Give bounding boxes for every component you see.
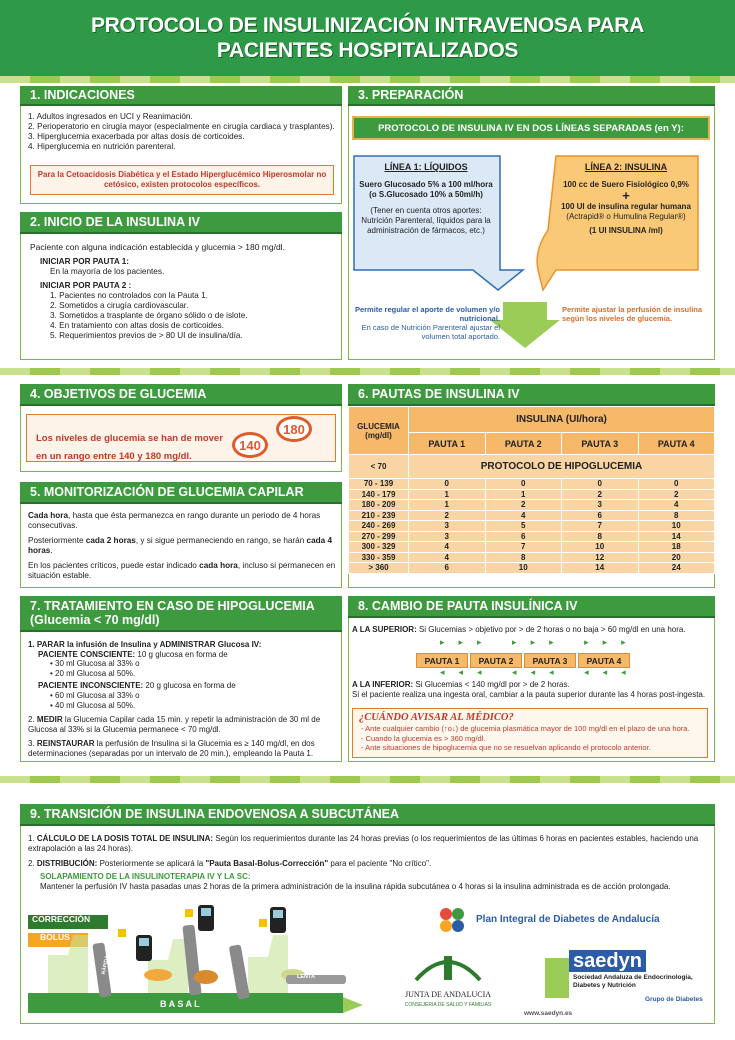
section-heading — [20, 804, 715, 826]
pauta-1-cell: PAUTA 1 — [416, 653, 468, 668]
table-cell: < 70 — [349, 455, 409, 479]
heading-text: 7. TRATAMIENTO EN CASO DE HIPOGLUCEMIA — [30, 599, 315, 613]
header-text: (mg/dl) — [365, 430, 392, 440]
list-item: • 60 ml Glucosa al 33% o — [50, 690, 140, 700]
cambio-superior — [352, 625, 712, 635]
table-cell: 20 — [638, 552, 715, 563]
table-row — [349, 479, 715, 490]
line1-c: (Tener en cuenta otros aportes: Nutrición Parenteral, líquidos para la administración de fármacos, etc.) — [361, 206, 491, 235]
pauta-3-cell: PAUTA 3 — [524, 653, 576, 668]
text: En los pacientes críticos, puede estar indicado — [28, 561, 200, 570]
bold-text: REINSTAURAR — [36, 739, 95, 749]
text: la perfusión de Insulina si la Glucemia es ≥ 140 mg/dl, en dos determinaciones (separadas por un intervalo de 20 min.), empleando la Pauta 1. — [28, 739, 315, 758]
table-cell: 2 — [485, 500, 562, 511]
meter-2 — [198, 905, 214, 931]
table-cell: 0 — [409, 479, 486, 490]
pauta1-text: En la mayoría de los pacientes. — [50, 267, 165, 276]
table-cell: 4 — [409, 552, 486, 563]
table-row — [349, 455, 715, 479]
list-item: - Ante cualquier cambio (↑o↓) de glucemia plasmática mayor de 100 mg/dl en el plazo de una hora. — [361, 724, 690, 733]
line1-a: Suero Glucosado 5% a 100 ml/hora — [359, 180, 493, 189]
table-cell: 300 - 329 — [349, 542, 409, 553]
bold-text: Cada hora — [28, 511, 69, 520]
table-row — [349, 521, 715, 532]
section-heading — [348, 86, 715, 106]
meter-1 — [136, 935, 152, 961]
table-cell: 0 — [562, 479, 639, 490]
table-cell: 18 — [638, 542, 715, 553]
table-cell: 1 — [409, 500, 486, 511]
section-heading — [20, 86, 342, 106]
table-header — [349, 407, 409, 455]
table-row — [349, 563, 715, 574]
heading-text: 8. CAMBIO DE PAUTA INSULÍNICA IV — [358, 599, 578, 613]
text: 20 g glucosa en forma de — [143, 681, 236, 691]
table-row — [349, 542, 715, 553]
table-row — [349, 510, 715, 521]
list-item: 2. Perioperatorio en cirugía mayor (especialmente en cirugía cardiaca y trasplantes). — [28, 122, 335, 131]
table-cell: 140 - 179 — [349, 489, 409, 500]
left-note — [352, 305, 500, 341]
solapamiento-text: Mantener la perfusión IV hasta pasadas unas 2 horas de la primera administración de la insulina rápida subcutánea o 4 horas si la insulina administrada es de acción prolongada. — [40, 882, 671, 891]
header-text: GLUCEMIA — [357, 421, 400, 431]
line2-a: 100 cc de Suero Fisiológico 0,9% — [563, 180, 689, 189]
saedyn-logo — [545, 950, 710, 1012]
arrows-down: ◂◂◂ ◂◂◂ ◂◂◂ — [440, 667, 640, 677]
header — [0, 0, 735, 76]
solapamiento-title: SOLAPAMIENTO DE LA INSULINOTERAPIA IV Y LA SC: — [40, 872, 251, 881]
table-cell: 10 — [562, 542, 639, 553]
table-cell: 4 — [638, 500, 715, 511]
list-item: • 30 ml Glucosa al 33% o — [50, 659, 140, 669]
left-note-b: En caso de Nutrición Parenteral ajustar el volumen total aportado. — [361, 323, 500, 341]
table-row — [349, 531, 715, 542]
text: , hasta que ésta permanezca en rango durante un periodo de 4 horas consecutivas. — [28, 511, 321, 530]
list-item: 4. Hiperglucemia en nutrición parenteral. — [28, 142, 176, 151]
bolus-area — [148, 939, 188, 993]
down-arrow-shape — [490, 302, 560, 348]
list-item: - Ante situaciones de hipoglucemia que no se resuelvan aplicando el protocolo anterior. — [361, 743, 651, 752]
table-cell: 6 — [485, 531, 562, 542]
pauta-2-cell: PAUTA 2 — [470, 653, 522, 668]
section-heading — [348, 596, 715, 618]
table-cell: 330 - 359 — [349, 552, 409, 563]
decorative-stripe — [0, 76, 735, 83]
food-plate — [194, 970, 218, 984]
bold-text: CÁLCULO DE LA DOSIS TOTAL DE INSULINA: — [36, 834, 214, 843]
target-text — [36, 430, 223, 466]
line1-content — [356, 162, 496, 236]
note-box — [30, 165, 334, 195]
table-cell: PROTOCOLO DE HIPOGLUCEMIA — [409, 455, 715, 479]
lenta-label: LENTA — [297, 974, 315, 980]
step-1: 1. PARAR la infusión de Insulina y ADMINISTRAR Glucosa IV: — [28, 640, 262, 649]
target-text-b: en un rango entre 140 y 180 mg/dl. — [36, 451, 192, 462]
junta-title: JUNTA DE ANDALUCIA — [404, 990, 492, 999]
table-cell: 0 — [638, 479, 715, 490]
intro-text: Paciente con alguna indicación establecida y glucemia > 180 mg/dl. — [30, 242, 285, 252]
table-cell: 7 — [562, 521, 639, 532]
plan-logo-icon — [436, 906, 472, 936]
bold-text: cada 4 horas — [28, 536, 333, 555]
website-link[interactable]: www.saedyn.es — [524, 1010, 573, 1017]
table-cell: 14 — [562, 563, 639, 574]
text: 3. — [28, 739, 37, 749]
table-header: PAUTA 2 — [485, 433, 562, 455]
table-cell: 210 - 239 — [349, 510, 409, 521]
decorative-stripe — [0, 368, 735, 375]
pauta2-title: INICIAR POR PAUTA 2 : — [40, 281, 132, 290]
monitor-text — [28, 511, 336, 581]
pauta1-block — [40, 257, 335, 341]
bolus-area — [248, 935, 288, 993]
table-cell: 4 — [485, 510, 562, 521]
table-cell: 0 — [485, 479, 562, 490]
arrows-up: ▸▸▸ ▸▸▸ ▸▸▸ — [440, 637, 640, 647]
line2-d: (1 UI INSULINA /ml) — [589, 226, 663, 235]
table-cell: 3 — [562, 500, 639, 511]
table-row — [349, 407, 715, 433]
text: Si el paciente realiza una ingesta oral, cambiar a la pauta superior durante las 4 horas post-ingesta. — [352, 690, 706, 699]
text: , incluso si permanecen en situación estable. — [28, 561, 336, 580]
table-cell: 1 — [485, 489, 562, 500]
table-row — [349, 500, 715, 511]
heading-text: 4. OBJETIVOS DE GLUCEMIA — [30, 387, 207, 401]
text: para el paciente "No crítico". — [328, 859, 432, 868]
list-item: 1. Adultos ingresados en UCI y Reanimación. — [28, 112, 193, 121]
saedyn-name: saedyn — [569, 950, 646, 972]
table-cell: 2 — [409, 510, 486, 521]
section-heading — [20, 596, 342, 632]
star-marker — [185, 909, 193, 917]
table-header: INSULINA (UI/hora) — [409, 407, 715, 433]
table-row — [349, 489, 715, 500]
protocol-subtitle — [352, 116, 710, 140]
right-note: Permite ajustar la perfusión de insulina según los niveles de glucemia. — [562, 305, 703, 323]
text: Posteriormente — [28, 536, 86, 545]
pauta1-title: INICIAR POR PAUTA 1: — [40, 257, 130, 266]
line2-b: 100 UI de insulina regular humana — [561, 202, 691, 211]
table-cell: 2 — [562, 489, 639, 500]
correccion-label: CORRECCIÓN — [32, 914, 91, 924]
target-140-badge: 140 — [232, 432, 268, 458]
saedyn-cross-shape — [545, 958, 569, 998]
list-item: • 20 ml Glucosa al 50%. — [50, 668, 136, 678]
list-item: - Cuando la glucemia es > 360 mg/dl. — [361, 733, 486, 743]
line2-c: (Actrapid® o Humulina Regular®) — [566, 212, 686, 221]
heading-text: 3. PREPARACIÓN — [358, 88, 464, 102]
heading-text: (Glucemia < 70 mg/dl) — [30, 613, 160, 627]
note-text: Para la Cetoacidosis Diabética y el Estado Hiperglucémico Hiperosmolar no cetósico, existen protocolos específicos. — [37, 170, 327, 189]
section-heading — [20, 482, 342, 504]
left-note-a: Permite regular el aporte de volumen y/o nutricional. — [354, 305, 500, 323]
bolus-label: BOLUS — [40, 932, 70, 942]
table-cell: 12 — [562, 552, 639, 563]
line2-title: LÍNEA 2: INSULINA — [584, 162, 668, 172]
text: 2. — [28, 859, 37, 868]
table-cell: 1 — [409, 489, 486, 500]
decorative-stripe — [0, 776, 735, 783]
heading-text: 2. INICIO DE LA INSULINA IV — [30, 215, 200, 229]
bold-text: MEDIR — [36, 715, 63, 725]
table-cell: 5 — [485, 521, 562, 532]
line2-plus: + — [622, 188, 630, 203]
bold-text: "Pauta Basal-Bolus-Corrección" — [205, 859, 329, 868]
pen-3 — [229, 944, 250, 999]
heading-text: 6. PAUTAS DE INSULINA IV — [358, 387, 520, 401]
text: Si Glucemias < 140 mg/dl por > de 2 horas. — [413, 680, 570, 689]
lenta-pen — [286, 975, 346, 984]
rapida-label: RÁPIDA — [100, 955, 111, 975]
bold-text: cada 2 horas — [85, 536, 136, 545]
table-cell: 8 — [562, 531, 639, 542]
aviso-box — [352, 708, 708, 758]
bold-text: cada hora — [199, 561, 238, 570]
table-cell: > 360 — [349, 563, 409, 574]
saedyn-subtitle: Sociedad Andaluza de Endocrinología, Diabetes y Nutrición — [573, 974, 693, 989]
list-item: 5. Requerimientos previos de > 80 UI de insulina/día. — [50, 331, 243, 340]
bold-text: PACIENTE CONSCIENTE: — [38, 649, 136, 659]
table-cell: 14 — [638, 531, 715, 542]
table-cell: 10 — [638, 521, 715, 532]
aviso-title: ¿CUÁNDO AVISAR AL MÉDICO? — [359, 712, 514, 723]
section-heading — [20, 384, 342, 406]
page-title: PROTOCOLO DE INSULINIZACIÓN INTRAVENOSA PARA PACIENTES HOSPITALIZADOS — [90, 14, 645, 62]
text: . — [50, 546, 53, 555]
target-180-badge: 180 — [276, 416, 312, 442]
bold-text: A LA SUPERIOR: — [352, 625, 417, 634]
text: Según los requerimientos durante las 24 horas previas (o los requerimientos de las últimas 6 horas en pacientes estables, haciendo una extrapolación a las 24 horas). — [28, 834, 699, 853]
list-item: 3. Sometidos a trasplante de órgano sólido o de islote. — [50, 311, 248, 320]
plan-title: Plan Integral de Diabetes de Andalucía — [476, 914, 660, 925]
heading-text: 9. TRANSICIÓN DE INSULINA ENDOVENOSA A SUBCUTÁNEA — [30, 807, 400, 821]
basal-label: B A S A L — [160, 999, 200, 1009]
text: Si Glucemias > objetivo por > de 2 horas o no baja > 60 mg/dl en una hora. — [416, 625, 686, 634]
bold-text: PACIENTE INCONSCIENTE: — [38, 681, 144, 691]
text: Posteriormente se aplicará la — [97, 859, 206, 868]
table-cell: 70 - 139 — [349, 479, 409, 490]
indication-list — [28, 112, 338, 152]
table-cell: 6 — [409, 563, 486, 574]
text: , y si sigue permaneciendo en rango, se harán — [135, 536, 307, 545]
list-item: 2. Sometidos a cirugía cardiovascular. — [50, 301, 189, 310]
meter-3 — [270, 907, 286, 933]
insulin-table — [348, 406, 715, 574]
table-cell: 10 — [485, 563, 562, 574]
transicion-text — [28, 834, 708, 892]
text: 10 g glucosa en forma de — [135, 649, 228, 659]
star-marker — [259, 919, 267, 927]
table-cell: 8 — [638, 510, 715, 521]
section-heading — [20, 212, 342, 234]
heading-text: 1. INDICACIONES — [30, 88, 135, 102]
list-item: • 40 ml Glucosa al 50%. — [50, 700, 136, 710]
list-item: 3. Hiperglucemia exacerbada por altas dosis de corticoides. — [28, 132, 245, 141]
section-heading — [348, 384, 715, 406]
cambio-inferior — [352, 680, 712, 700]
text: 1. — [28, 834, 37, 843]
table-cell: 6 — [562, 510, 639, 521]
table-row — [349, 552, 715, 563]
saedyn-group: Grupo de Diabetes — [645, 996, 703, 1003]
food-plate — [144, 969, 172, 981]
table-cell: 180 - 209 — [349, 500, 409, 511]
table-cell: 7 — [485, 542, 562, 553]
target-text-a: Los niveles de glucemia se han de mover — [36, 433, 223, 444]
table-header: PAUTA 3 — [562, 433, 639, 455]
table-header: PAUTA 4 — [638, 433, 715, 455]
table-cell: 4 — [409, 542, 486, 553]
pauta-4-cell: PAUTA 4 — [578, 653, 630, 668]
list-item: 4. En tratamiento con altas dosis de corticoides. — [50, 321, 224, 330]
line2-content — [556, 162, 696, 236]
bold-text: A LA INFERIOR: — [352, 680, 414, 689]
list-item: 1. Pacientes no controlados con la Pauta 1. — [50, 291, 208, 300]
text: 2. — [28, 715, 37, 725]
star-marker — [118, 929, 126, 937]
junta-logo-icon — [410, 944, 486, 984]
pauta2-list — [40, 291, 335, 341]
table-cell: 8 — [485, 552, 562, 563]
bold-text: DISTRIBUCIÓN: — [36, 859, 98, 868]
table-cell: 3 — [409, 521, 486, 532]
line1-b: (o S.Glucosado 10% a 50ml/h) — [369, 190, 483, 199]
table-cell: 240 - 269 — [349, 521, 409, 532]
table-cell: 270 - 299 — [349, 531, 409, 542]
table-cell: 24 — [638, 563, 715, 574]
table-cell: 3 — [409, 531, 486, 542]
line1-title: LÍNEA 1: LÍQUIDOS — [384, 162, 468, 172]
hipo-text — [28, 640, 336, 759]
text: la Glucemia Capilar cada 15 min. y repetir la administración de 30 ml de Glucosa al 33% si la Glucemia permanece < 70 mg/dl. — [28, 715, 321, 734]
subtitle-text: PROTOCOLO DE INSULINA IV EN DOS LÍNEAS SEPARADAS (en Y): — [378, 122, 684, 134]
heading-text: 5. MONITORIZACIÓN DE GLUCEMIA CAPILAR — [30, 485, 304, 499]
table-header: PAUTA 1 — [409, 433, 486, 455]
table-cell: 2 — [638, 489, 715, 500]
junta-subtitle: CONSEJERIA DE SALUD Y FAMILIAS — [404, 1002, 492, 1008]
